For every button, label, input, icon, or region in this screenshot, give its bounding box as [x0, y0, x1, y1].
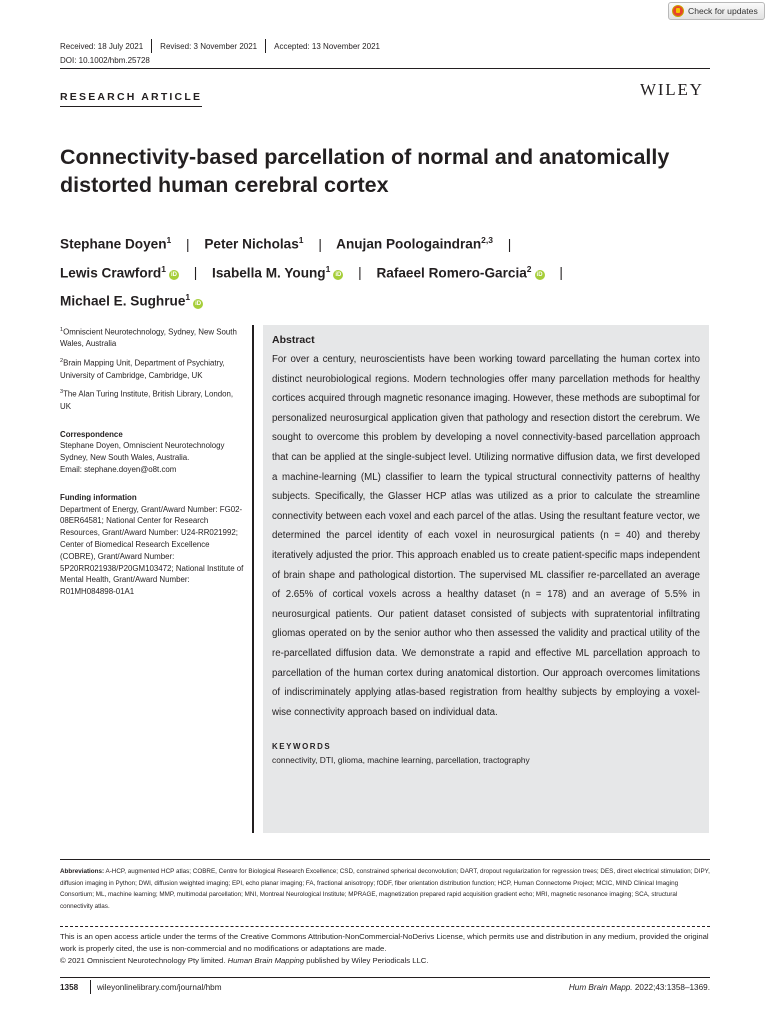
spacer [60, 482, 246, 492]
article-title [60, 143, 720, 199]
keywords-list: connectivity, DTI, glioma, machine learning, parcellation, tractography [272, 755, 530, 766]
abbreviations [60, 866, 710, 912]
author-separator: | [358, 265, 362, 281]
author-name[interactable]: Anujan Poologaindran [336, 236, 482, 252]
footer-divider [90, 980, 91, 994]
abstract-text: For over a century, neuroscientists have been working toward parcellating the human cortex into distinct neurobiological regions. Modern technologies offer many parcellation methods for healthy cortices acquired through magnetic resonance imaging. However, these methods are suboptimal for personalized neurosurgical application given that pathology and resection distort the cerebrum. We sought to overcome this problem by developing a novel connectivity-based parcellation approach that can be applied at the single-subject level. Utilizing normative diffusion data, we first developed a machine-learning (ML) classifier to learn the typical structural connectivity patterns of healthy subjects. Specifically, the Glasser HCP atlas was utilized as a prior to calculate the streamline connectivity between each voxel and each parcel of the atlas. Using the resultant feature vector, we determined the parcel identity of each voxel in neurosurgical patients (n = 40) and thereby iteratively adjusted the prior. This approach enabled us to create patient-specific maps independent of brain shape and pathological distortion. The supervised ML classifier re-parcellated an average of 2.65% of cortical voxels across a healthy dataset (n = 178) and an average of 5.5% in neurosurgical patients. Our patient dataset consisted of subjects with supratentorial infiltrating gliomas operated on by the senior author who then assessed the validity and practical utility of the re-parcellated diffusion data. We demonstrate a rapid and effective ML parcellation approach to parcellation of the human cortex during anatomical distortion. Our approach overcomes limitations of indiscriminately applying atlas-based registration from healthy subjects by employing a voxel-wise connectivity approach based on individual data. [272, 354, 700, 718]
author-name[interactable]: Isabella M. Young [212, 265, 326, 281]
author-name[interactable]: Rafaeel Romero-Garcia [376, 265, 527, 281]
license-rule [60, 926, 710, 927]
author-line-2 [60, 257, 720, 286]
author-separator: | [318, 236, 322, 252]
affiliation [60, 387, 246, 412]
author-separator: | [559, 265, 563, 281]
date-divider [265, 39, 266, 53]
header-rule [60, 68, 710, 69]
author-affiliation-sup: 2 [526, 263, 532, 274]
abbreviations-label: Abbreviations: [60, 868, 105, 875]
copyright-prefix: © 2021 Omniscient Neurotechnology Pty limited. [60, 956, 228, 966]
sidebar-info [60, 325, 246, 604]
article-dates [60, 39, 380, 53]
revised-date: Revised: 3 November 2021 [160, 41, 258, 51]
copyright-suffix: published by Wiley Periodicals LLC. [304, 956, 429, 966]
orcid-icon[interactable]: iD [536, 272, 543, 279]
affiliation-text: Omniscient Neurotechnology, Sydney, New South Wales, Australia [60, 327, 237, 349]
author-line-3 [60, 285, 720, 314]
affiliation-text: The Alan Turing Institute, British Library, London, UK [60, 390, 234, 411]
abstract-heading: Abstract [272, 334, 315, 346]
author-separator: | [193, 265, 198, 281]
license-text: This is an open access article under the terms of the Creative Commons Attribution-NonCommercial-NoDerivs License, which permits use and distribution in any medium, provided the original work is properly cited, the use is non-commercial and no modifications or adaptations are made. [60, 932, 709, 954]
author-list [60, 228, 720, 314]
accepted-date: Accepted: 13 November 2021 [274, 41, 380, 51]
author-line-1 [60, 228, 720, 257]
journal-name: Human Brain Mapping [227, 956, 305, 966]
author-affiliation-sup: 1 [161, 263, 166, 274]
title-line-1: Connectivity-based parcellation of normal and anatomically [60, 145, 670, 169]
author-separator: | [186, 236, 190, 252]
affiliation-sup: 2 [60, 358, 64, 365]
author-affiliation-sup: 1 [185, 292, 191, 303]
abstract-box [263, 325, 709, 833]
doi[interactable]: DOI: 10.1002/hbm.25728 [60, 56, 150, 65]
orcid-icon[interactable]: iD [195, 300, 202, 307]
author-affiliation-sup: 1 [166, 235, 172, 245]
affiliation [60, 325, 246, 350]
correspondence-text: Stephane Doyen, Omniscient Neurotechnology Sydney, New South Wales, Australia. [60, 441, 225, 463]
author-separator: | [507, 236, 512, 252]
abbreviations-text: A-HCP, augmented HCP atlas; COBRE, Centre for Biological Research Excellence; CSD, constrained spherical deconvolution; DART, dropout regularization for regression trees; DES, direct electrical stimulation; DIPY, diffusion imaging in Python; DWI, diffusion weighted imaging; EPI, echo planar imaging; FA, fractional anisotropy; fODF, fiber orientation distribution function; HCP, Human Connectome Project; MCIC, MIND Clinical Imaging Consortium; ML, machine learning; MMP, multimodal parcellation; MNI, Montreal Neurological Institute; MPRAGE, magnetization prepared rapid acquisition gradient echo; MRI, magnetic resonance imaging; SCA, structural connectivity atlas. [60, 868, 710, 910]
spacer [60, 419, 246, 429]
author-name[interactable]: Stephane Doyen [60, 236, 167, 252]
journal-abbreviation: Hum Brain Mapp. [568, 983, 633, 992]
license-notice [60, 931, 710, 968]
crossmark-icon [672, 5, 684, 17]
journal-citation [569, 983, 710, 992]
publisher-logo: WILEY [640, 80, 704, 99]
page-number: 1358 [60, 983, 79, 992]
copyright-line [60, 955, 710, 967]
author-name[interactable]: Lewis Crawford [60, 265, 162, 281]
affiliation-text: Brain Mapping Unit, Department of Psychiatry, University of Cambridge, Cambridge, UK [60, 358, 225, 380]
orcid-icon[interactable]: iD [335, 272, 342, 279]
check-for-updates-label: Check for updates [688, 6, 758, 16]
article-type-underline [60, 106, 202, 107]
abbreviations-rule [60, 859, 710, 860]
author-affiliation-sup: 1 [298, 235, 304, 245]
title-line-2: distorted human cerebral cortex [60, 173, 389, 197]
received-date: Received: 18 July 2021 [60, 41, 144, 51]
funding-heading: Funding information [60, 492, 137, 502]
affiliation-sup: 1 [60, 327, 64, 333]
journal-url[interactable]: wileyonlinelibrary.com/journal/hbm [97, 983, 222, 992]
date-divider [151, 39, 152, 53]
correspondence-heading: Correspondence [60, 429, 123, 439]
keywords-heading: KEYWORDS [272, 742, 332, 752]
funding-text: Department of Energy, Grant/Award Number: FG02-08ER64581; National Center for Research Resources, Grant/Award Number: U24-RR021992; Center of Biomedical Research Excellence (COBRE), Grant/Award Number: 5P20RR021938/P20GM103472; National Institute of Mental Health, Grant/Award Number: R01MH084898-01A1 [60, 504, 244, 597]
author-name[interactable]: Michael E. Sughrue [60, 293, 186, 309]
citation-details: 2022;43:1358–1369. [632, 983, 710, 992]
column-divider [252, 325, 254, 833]
affiliation [60, 356, 246, 381]
check-for-updates-button[interactable] [668, 2, 765, 20]
article-type: RESEARCH ARTICLE [60, 91, 203, 103]
author-affiliation-sup: 2,3 [481, 235, 493, 245]
orcid-icon[interactable]: iD [170, 272, 177, 279]
author-affiliation-sup: 1 [325, 263, 331, 274]
affiliation-sup: 3 [60, 389, 64, 396]
correspondence-email[interactable]: Email: stephane.doyen@o8t.com [60, 465, 177, 475]
footer-rule [60, 977, 710, 978]
author-name[interactable]: Peter Nicholas [204, 236, 299, 252]
